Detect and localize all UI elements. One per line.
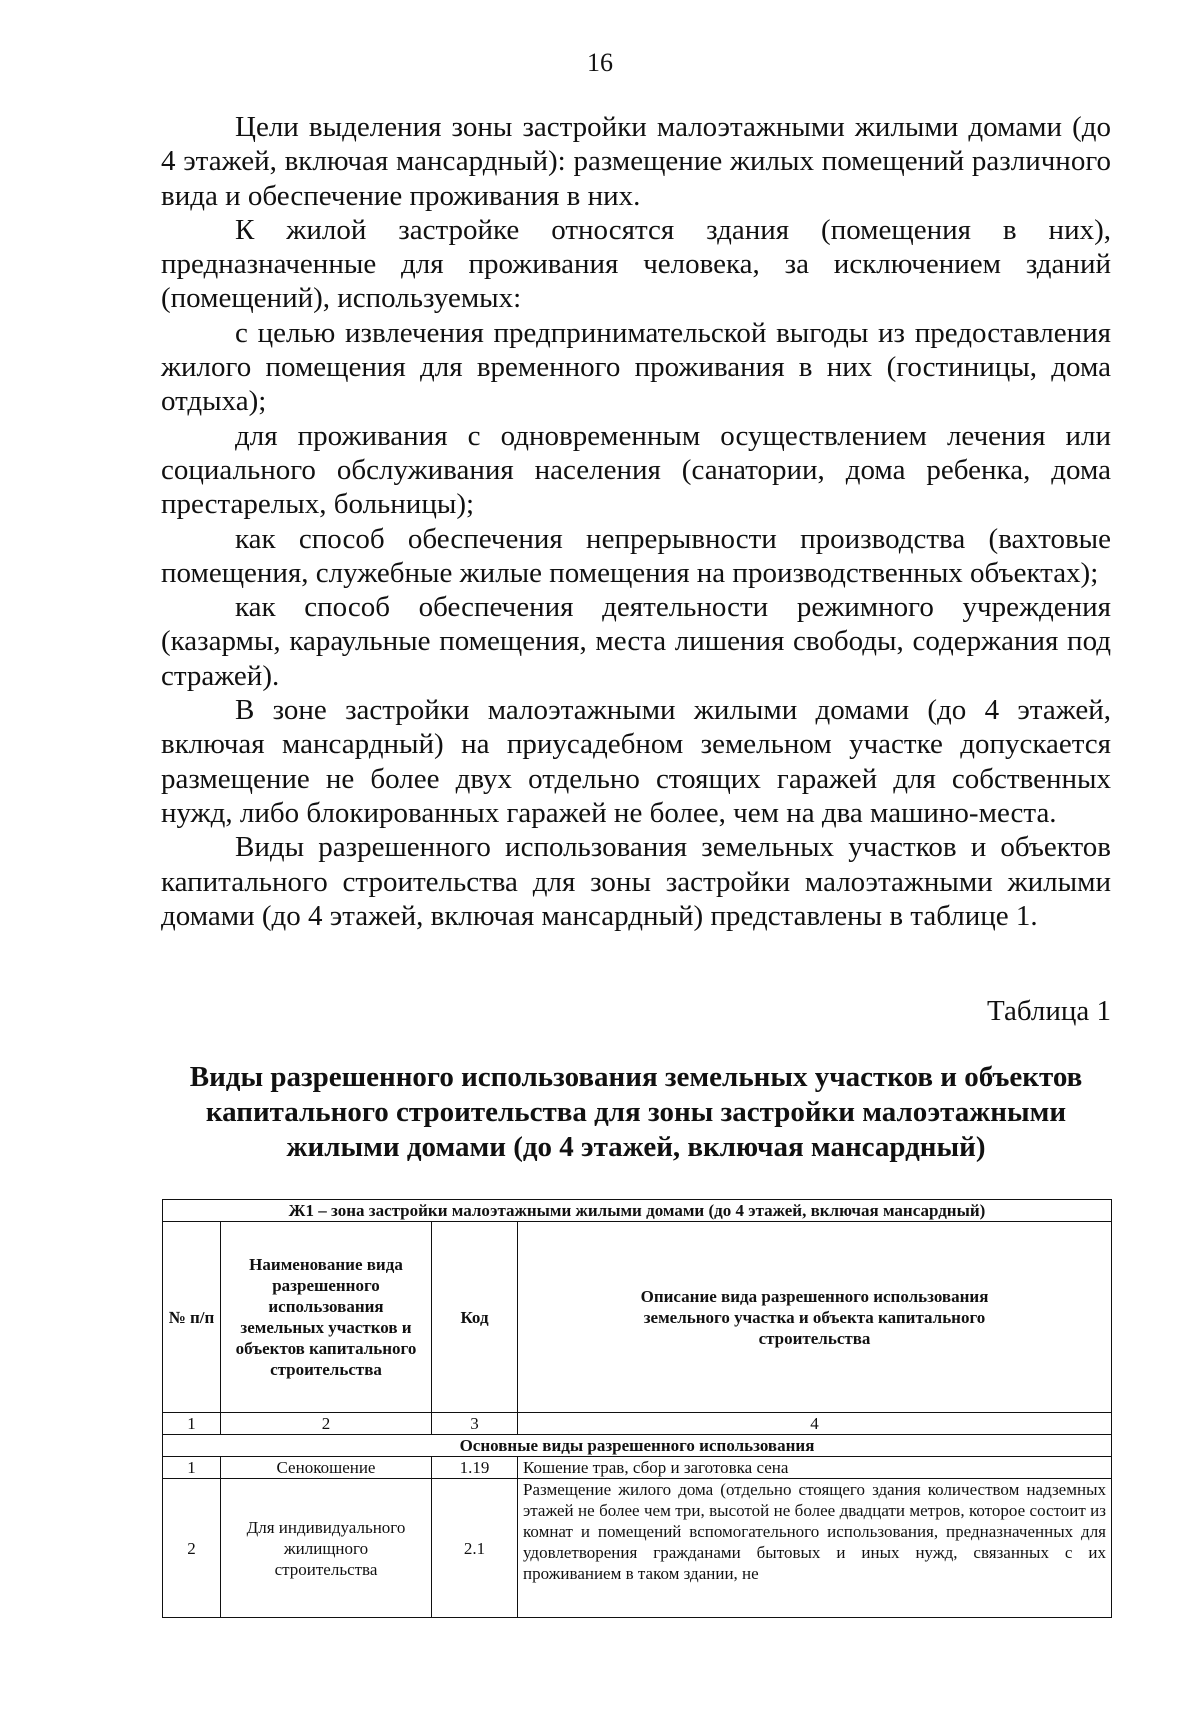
section-main-uses: Основные виды разрешенного использования (163, 1435, 1112, 1457)
table-row (163, 1479, 1112, 1618)
header-num: № п/п (163, 1222, 221, 1413)
column-number-1: 1 (163, 1413, 221, 1435)
zone-header-cell: Ж1 – зона застройки малоэтажными жилыми домами (до 4 этажей, включая мансардный) (163, 1200, 1112, 1222)
table-section-row (163, 1435, 1112, 1457)
table-title: Виды разрешенного использования земельных участков и объектов капитального строительства для зоны застройки малоэтажными жилыми домами (до 4 этажей, включая мансардный) (189, 1061, 1083, 1163)
row-num: 2 (163, 1479, 221, 1618)
table-row (163, 1457, 1112, 1479)
paragraph-exception-regime: как способ обеспечения деятельности режимного учреждения (казармы, караульные помещения, места лишения свободы, содержания под стражей). (161, 591, 1111, 692)
row-num: 1 (163, 1457, 221, 1479)
paragraph-table-reference: Виды разрешенного использования земельных участков и объектов капитального строительства для зоны застройки малоэтажными жилыми домами (до 4 этажей, включая мансардный) представлены в таблице 1. (161, 831, 1111, 932)
paragraph-zone-goals: Цели выделения зоны застройки малоэтажными жилыми домами (до 4 этажей, включая мансардный): размещение жилых помещений различного вида и обеспечение проживания в них. (161, 111, 1111, 212)
body-text (161, 110, 1111, 933)
row-name: Сенокошение (221, 1457, 432, 1479)
table-column-numbers-row (163, 1413, 1112, 1435)
table-header-row (163, 1222, 1112, 1413)
paragraph-exception-commercial: с целью извлечения предпринимательской выгоды из предоставления жилого помещения для временного проживания в них (гостиницы, дома отдыха); (161, 316, 1111, 418)
row-code: 1.19 (432, 1457, 518, 1479)
column-number-2: 2 (221, 1413, 432, 1435)
column-number-4: 4 (518, 1413, 1112, 1435)
table-zone-header-row (163, 1200, 1112, 1222)
row-code: 2.1 (432, 1479, 518, 1618)
row-description: Кошение трав, сбор и заготовка сена (518, 1457, 1112, 1479)
paragraph-garages: В зоне застройки малоэтажными жилыми домами (до 4 этажей, включая мансардный) на приусадебном земельном участке допускается размещение не более двух отдельно стоящих гаражей для собственных нужд, либо блокированных гаражей не более, чем на два машино-места. (161, 694, 1111, 829)
paragraph-residential-definition: К жилой застройке относятся здания (помещения в них), предназначенные для проживания человека, за исключением зданий (помещений), используемых: (161, 213, 1111, 315)
paragraph-exception-production: как способ обеспечения непрерывности производства (вахтовые помещения, служебные жилые помещения на производственных объектах); (161, 522, 1111, 589)
page-number: 16 (587, 48, 613, 77)
paragraph-exception-medical: для проживания с одновременным осуществлением лечения или социального обслуживания населения (санатории, дома ребенка, дома престарелых, больницы); (161, 419, 1111, 521)
table-caption: Таблица 1 (986, 995, 1111, 1027)
header-description: Описание вида разрешенного использования земельного участка и объекта капитального строительства (518, 1222, 1112, 1413)
land-use-table (162, 1199, 1112, 1618)
header-code: Код (432, 1222, 518, 1413)
row-name: Для индивидуального жилищного строительства (221, 1479, 432, 1618)
row-description: Размещение жилого дома (отдельно стоящего здания количеством надземных этажей не более чем три, высотой не более двадцати метров, которое состоит из комнат и помещений вспомогательного использования, предназначенных для удовлетворения гражданами бытовых и иных нужд, связанных с их проживанием в таком здании, не (518, 1479, 1112, 1618)
column-number-3: 3 (432, 1413, 518, 1435)
header-name: Наименование вида разрешенного использования земельных участков и объектов капитального строительства (221, 1222, 432, 1413)
